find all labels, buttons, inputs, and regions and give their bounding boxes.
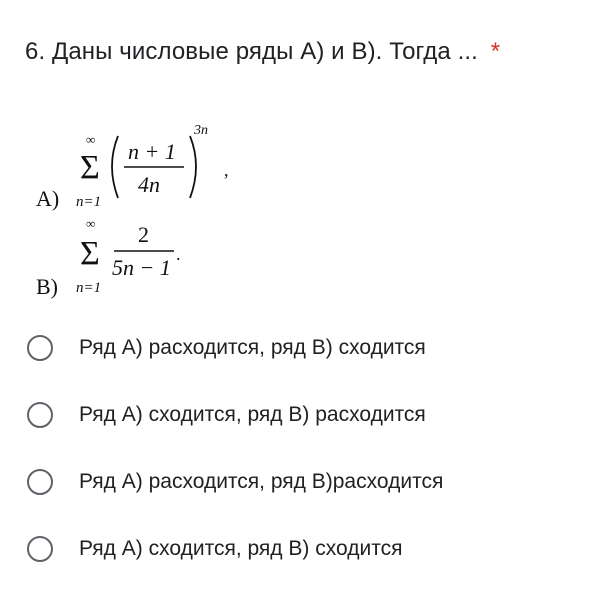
required-mark: * <box>490 38 501 65</box>
series-a-numerator: n + 1 <box>128 139 176 164</box>
question-number: 6. <box>25 38 46 65</box>
option-label: Ряд А) расходится, ряд В) сходится <box>79 336 426 359</box>
series-a-label: А) <box>36 186 60 211</box>
question-title <box>25 38 500 66</box>
series-b-denominator: 5n − 1 <box>112 255 171 280</box>
series-a-upper-limit: ∞ <box>86 132 96 147</box>
radio-button[interactable] <box>27 335 53 361</box>
formula-image <box>34 114 244 304</box>
series-a-left-paren <box>112 136 118 198</box>
series-a-exponent: 3n <box>194 123 208 138</box>
option-label: Ряд А) расходится, ряд В)расходится <box>79 470 444 493</box>
series-b-sum-symbol: Σ <box>80 235 100 272</box>
series-a-denominator: 4n <box>138 172 160 197</box>
series-b-lower-limit: n=1 <box>76 280 102 296</box>
series-a-sum-symbol: Σ <box>80 149 100 186</box>
option-4[interactable] <box>27 532 402 566</box>
radio-button[interactable] <box>27 469 53 495</box>
series-a-trailing: , <box>224 160 229 180</box>
series-b-numerator: 2 <box>138 222 149 247</box>
option-2[interactable] <box>27 398 426 432</box>
series-a-lower-limit: n=1 <box>76 194 102 210</box>
option-label: Ряд А) сходится, ряд В) расходится <box>79 403 426 426</box>
radio-button[interactable] <box>27 536 53 562</box>
option-label: Ряд А) сходится, ряд В) сходится <box>79 537 403 560</box>
series-b-upper-limit: ∞ <box>86 216 96 231</box>
series-b-trailing: . <box>176 244 181 264</box>
radio-button[interactable] <box>27 402 53 428</box>
option-1[interactable] <box>27 331 426 365</box>
series-b-label: В) <box>36 274 58 299</box>
question-text: Даны числовые ряды А) и В). Тогда ... <box>52 38 478 65</box>
series-a-right-paren <box>190 136 196 198</box>
option-3[interactable] <box>27 465 443 499</box>
